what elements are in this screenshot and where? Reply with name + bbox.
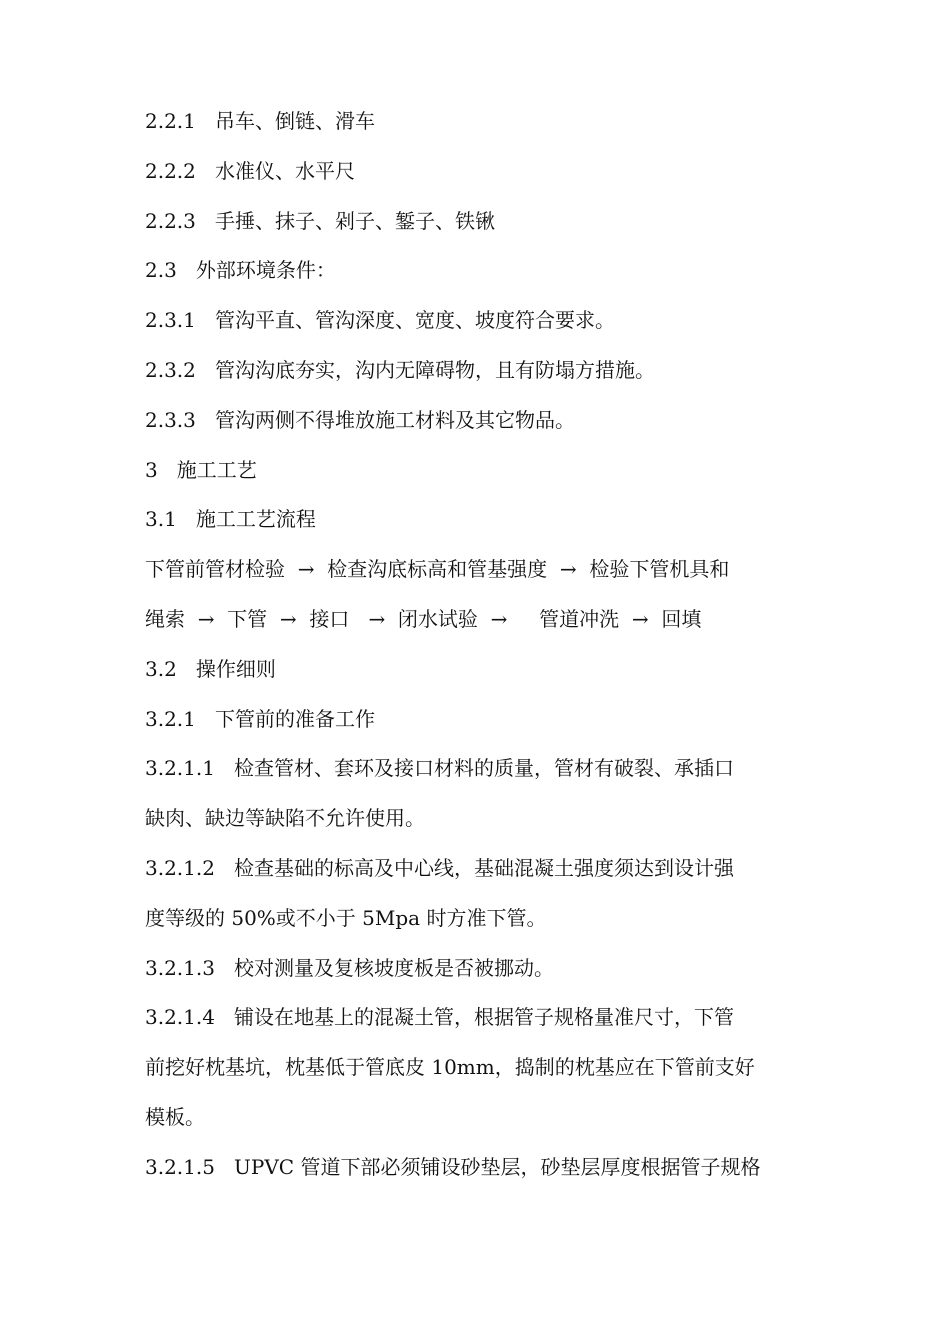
text-line: 3.2.1.2 检查基础的标高及中心线，基础混凝土强度须达到设计强 <box>145 855 735 880</box>
text-line: 缺肉、缺边等缺陷不允许使用。 <box>145 806 425 831</box>
text-line: 2.3.3 管沟两侧不得堆放施工材料及其它物品。 <box>145 407 575 432</box>
chapter-heading: 3 施工工艺 <box>145 457 257 482</box>
text-line: 度等级的 50%或不小于 5Mpa 时方准下管。 <box>145 905 547 930</box>
text-line: 2.2.3 手捶、抹子、剁子、錾子、铁锹 <box>145 208 495 233</box>
text-line: 3.2.1.5 UPVC 管道下部必须铺设砂垫层，砂垫层厚度根据管子规格 <box>145 1154 761 1179</box>
text-line: 前挖好枕基坑，枕基低于管底皮 10mm，捣制的枕基应在下管前支好 <box>145 1055 755 1080</box>
text-line: 2.2.1 吊车、倒链、滑车 <box>145 109 375 133</box>
text-line: 3.2.1.3 校对测量及复核坡度板是否被挪动。 <box>145 955 555 980</box>
section-heading: 3.2 操作细则 <box>145 656 276 681</box>
text-line: 3.2.1.4 铺设在地基上的混凝土管，根据管子规格量准尺寸，下管 <box>145 1005 735 1030</box>
text-line: 模板。 <box>145 1104 205 1129</box>
text-line: 3.2.1.1 检查管材、套环及接口材料的质量，管材有破裂、承插口 <box>145 756 735 781</box>
subsection-heading: 3.2.1 下管前的准备工作 <box>145 706 375 731</box>
text-line: 2.3.1 管沟平直、管沟深度、宽度、坡度符合要求。 <box>145 308 615 333</box>
section-heading: 3.1 施工工艺流程 <box>145 507 316 532</box>
text-line: 2.2.2 水准仪、水平尺 <box>145 158 355 183</box>
text-line: 2.3.2 管沟沟底夯实，沟内无障碍物，且有防塌方措施。 <box>145 357 655 382</box>
process-flow-line: 绳索 → 下管 → 接口 → 闭水试验 → 管道冲洗 → 回填 <box>145 606 702 631</box>
document-body <box>145 97 810 1193</box>
section-heading: 2.3 外部环境条件： <box>145 258 336 283</box>
process-flow-line: 下管前管材检验 → 检查沟底标高和管基强度 → 检验下管机具和 <box>145 557 730 582</box>
